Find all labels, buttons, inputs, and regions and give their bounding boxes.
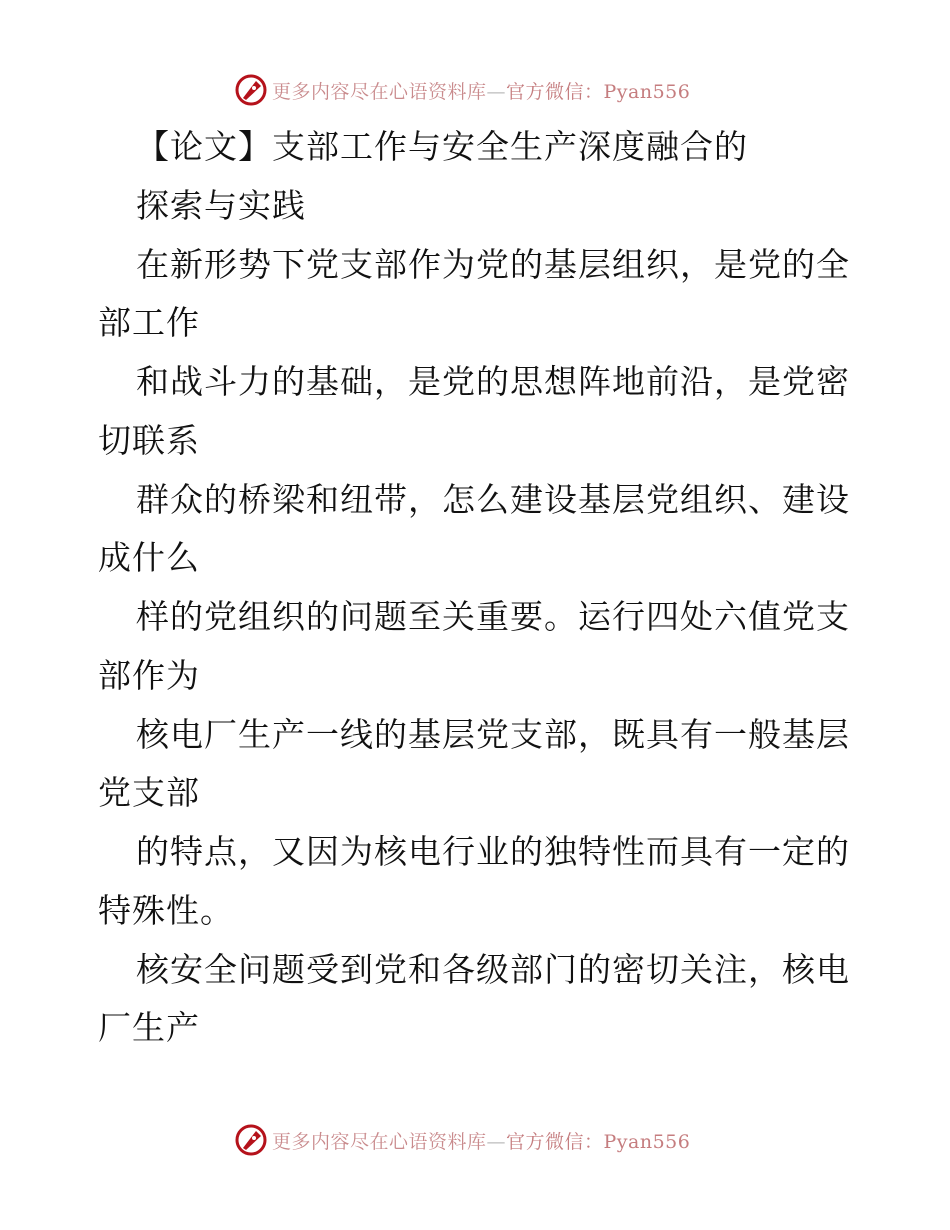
paragraph-line: 和战斗力的基础，是党的思想阵地前沿，是党密	[136, 362, 850, 401]
pen-nib-logo-icon	[234, 1123, 268, 1157]
banner-wechat: 官方微信：Pyan556	[506, 80, 691, 103]
paragraph-line: 党支部	[98, 773, 200, 812]
pen-nib-logo-icon	[234, 73, 268, 107]
header-banner	[234, 72, 690, 108]
paragraph-line: 的特点，又因为核电行业的独特性而具有一定的	[136, 832, 850, 871]
paragraph-line: 核电厂生产一线的基层党支部，既具有一般基层	[136, 715, 850, 754]
banner-dash: —	[486, 1130, 507, 1153]
banner-brand: 更多内容尽在心语资料库	[272, 1130, 487, 1153]
banner-dash: —	[486, 80, 507, 103]
banner-text	[272, 77, 690, 104]
paragraph-line: 部工作	[98, 303, 200, 342]
title-line-1: 【论文】支部工作与安全生产深度融合的	[136, 127, 748, 166]
paragraph-line: 样的党组织的问题至关重要。运行四处六值党支	[136, 597, 850, 636]
paragraph-line: 成什么	[98, 538, 200, 577]
banner-brand: 更多内容尽在心语资料库	[272, 80, 487, 103]
paragraph-line: 切联系	[98, 421, 200, 460]
paragraph-line: 群众的桥梁和纽带，怎么建设基层党组织、建设	[136, 480, 850, 519]
title-line-2: 探索与实践	[136, 186, 306, 225]
footer-banner	[234, 1122, 690, 1158]
paragraph-line: 特殊性。	[98, 891, 234, 930]
paragraph-line: 在新形势下党支部作为党的基层组织，是党的全	[136, 245, 850, 284]
banner-wechat: 官方微信：Pyan556	[506, 1130, 691, 1153]
paragraph-line: 厂生产	[98, 1008, 200, 1047]
banner-text	[272, 1127, 690, 1154]
paragraph-line: 核安全问题受到党和各级部门的密切关注，核电	[136, 950, 850, 989]
paragraph-line: 部作为	[98, 656, 200, 695]
